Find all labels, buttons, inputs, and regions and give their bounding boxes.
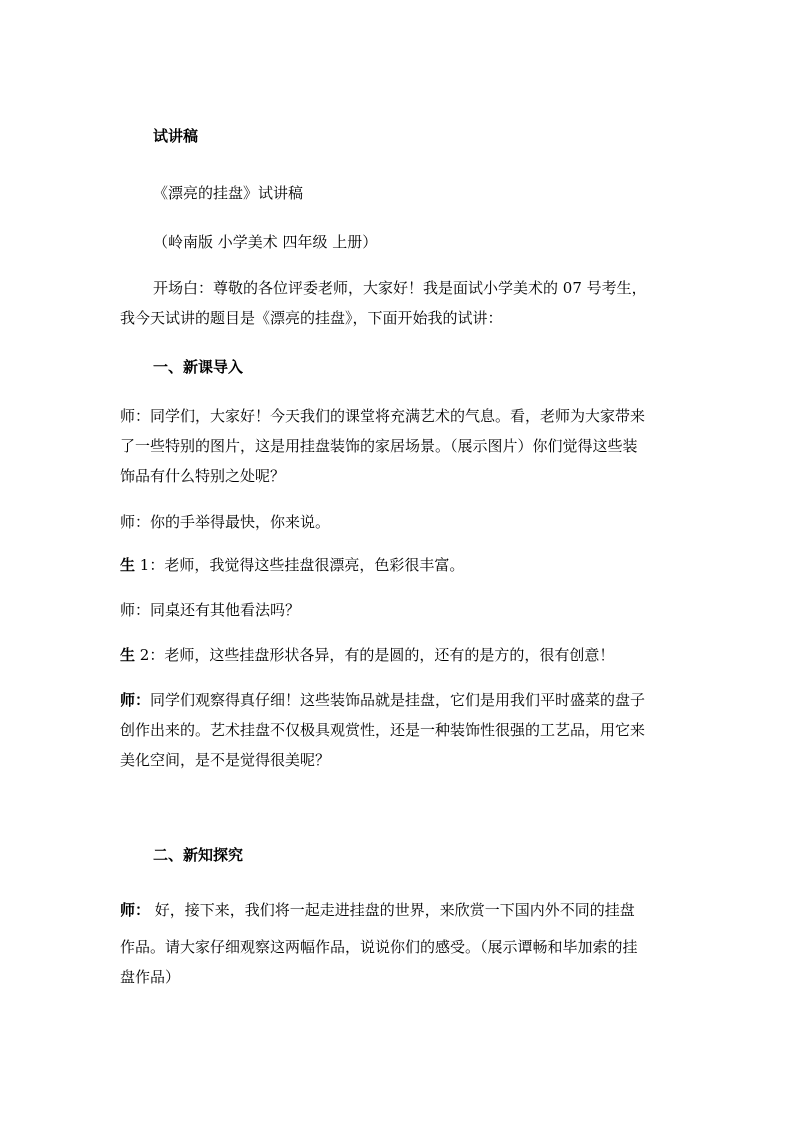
s2p1-line-1 <box>120 898 635 922</box>
speaker-label: 生 <box>120 646 136 664</box>
section2-heading: 二、新知探究 <box>153 846 244 864</box>
s1p6-line-3: 美化空间，是不是觉得很美呢？ <box>120 751 331 769</box>
section1-heading: 一、新课导入 <box>153 358 244 376</box>
speaker-label: 师： <box>120 901 151 919</box>
lesson-title: 《漂亮的挂盘》试讲稿 <box>153 184 304 202</box>
dialogue-text: 好，接下来，我们将一起走进挂盘的世界，来欣赏一下国内外不同的挂盘 <box>150 901 635 919</box>
section1-paragraph-3 <box>120 553 464 577</box>
dialogue-text: 同学们观察得真仔细！这些装饰品就是挂盘，它们是用我们平时盛菜的盘子 <box>150 691 646 709</box>
dialogue-text: 1：老师，我觉得这些挂盘很漂亮，色彩很丰富。 <box>135 556 465 574</box>
document-title: 试讲稿 <box>153 127 199 145</box>
dialogue-text: 2：老师，这些挂盘形状各异，有的是圆的，还有的是方的，很有创意！ <box>135 646 615 664</box>
section1-paragraph-5 <box>120 643 614 667</box>
s1p6-line-1 <box>120 688 645 712</box>
edition-info: （岭南版 小学美术 四年级 上册） <box>153 233 378 251</box>
s2p1-line-3: 盘作品） <box>120 968 181 986</box>
speaker-label: 师： <box>120 691 151 709</box>
s1p1-line-2: 了一些特别的图片，这是用挂盘装饰的家居场景。（展示图片）你们觉得这些装 <box>120 437 638 455</box>
speaker-label: 生 <box>120 556 136 574</box>
opening-line-1: 开场白：尊敬的各位评委老师，大家好！我是面试小学美术的 07 号考生， <box>153 279 647 297</box>
section1-paragraph-4: 师：同桌还有其他看法吗？ <box>120 601 301 619</box>
opening-line-2: 我今天试讲的题目是《漂亮的挂盘》，下面开始我的试讲： <box>120 309 503 327</box>
s2p1-line-2: 作品。请大家仔细观察这两幅作品，说说你们的感受。（展示谭畅和毕加索的挂 <box>120 938 638 956</box>
s1p1-line-3: 饰品有什么特别之处呢？ <box>120 467 286 485</box>
s1p1-line-1: 师：同学们，大家好！今天我们的课堂将充满艺术的气息。看，老师为大家带来 <box>120 407 646 425</box>
section1-paragraph-2: 师：你的手举得最快，你来说。 <box>120 513 331 531</box>
s1p6-line-2: 创作出来的。艺术挂盘不仅极具观赏性，还是一种装饰性很强的工艺品，用它来 <box>120 721 646 739</box>
